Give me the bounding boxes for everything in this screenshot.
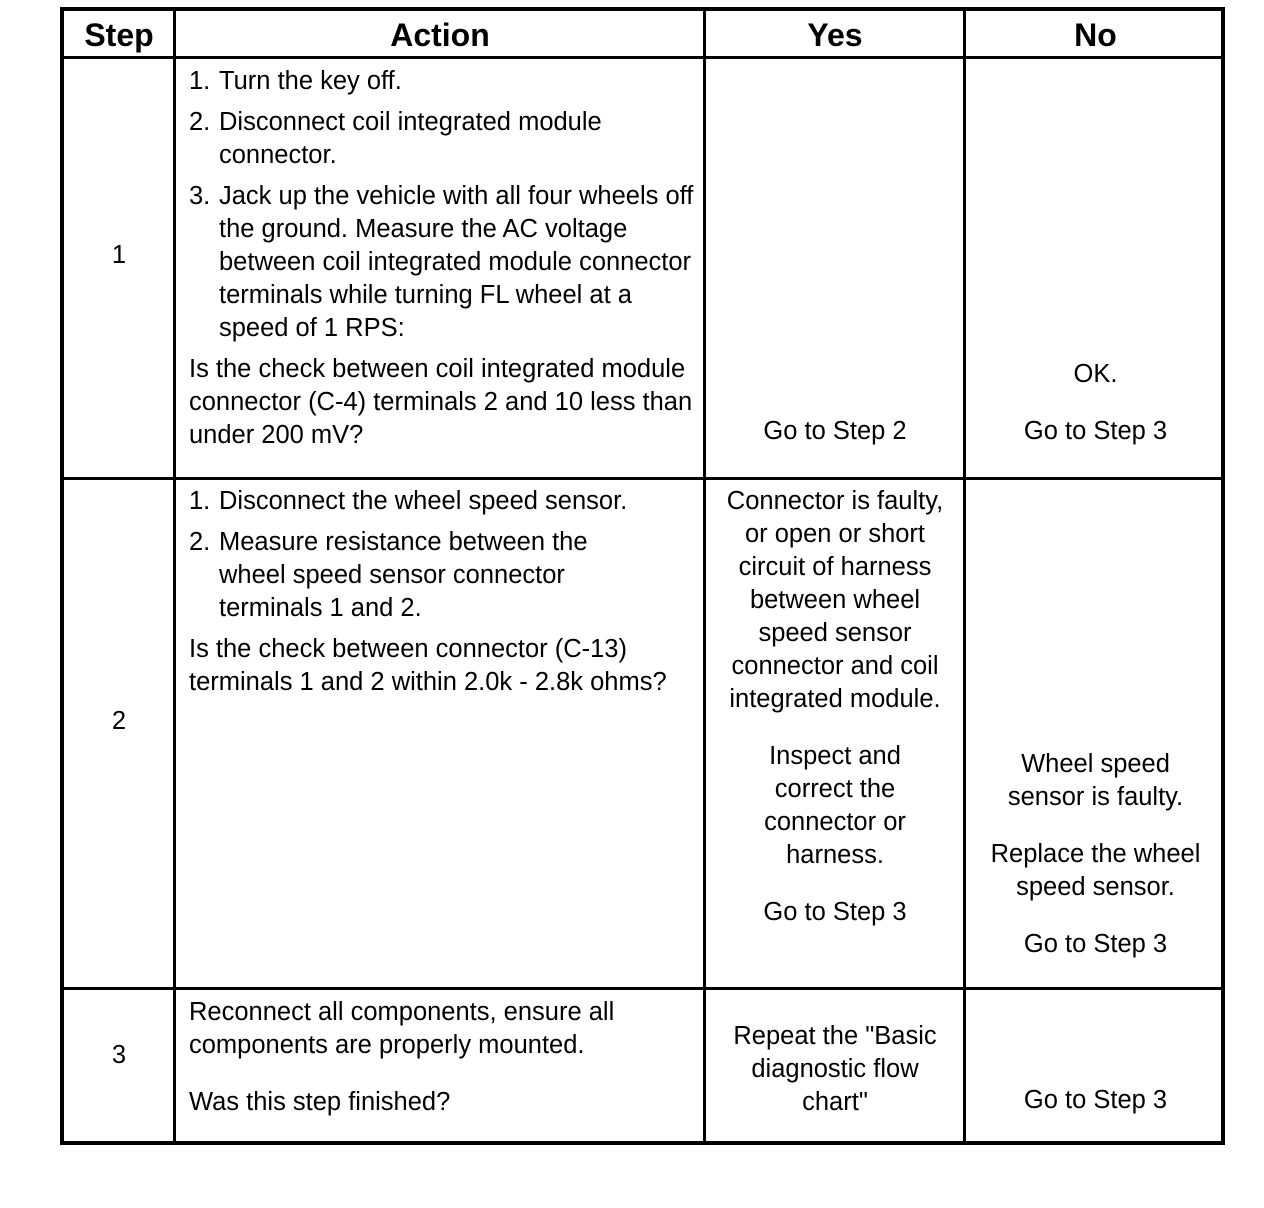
question-text: Is the check between connector (C-13) terminals 1 and 2 within 2.0k - 2.8k ohms? bbox=[189, 635, 667, 696]
action-text: Reconnect all components, ensure all components are properly mounted. bbox=[189, 998, 615, 1059]
yes-result: Repeat the "Basic diagnostic flow chart" bbox=[733, 1022, 937, 1116]
yes-diagnosis: Connector is faulty, or open or short circuit of harness between wheel speed sensor connector and coil integrated module. bbox=[726, 487, 944, 713]
yes-result: Go to Step 3 bbox=[763, 898, 907, 926]
header-no: No bbox=[1074, 17, 1117, 53]
yes-cell bbox=[716, 1020, 954, 1119]
yes-result: Go to Step 2 bbox=[763, 417, 907, 445]
column-divider bbox=[963, 11, 966, 1141]
no-result: Go to Step 3 bbox=[1023, 930, 1168, 958]
no-cell bbox=[971, 748, 1220, 961]
no-diagnosis: Wheel speed sensor is faulty. bbox=[1007, 750, 1184, 811]
no-result: Go to Step 3 bbox=[1023, 1086, 1168, 1114]
row-divider bbox=[64, 477, 1221, 480]
column-divider bbox=[173, 11, 176, 1141]
no-result-status: OK. bbox=[1073, 360, 1118, 388]
header-action: Action bbox=[390, 17, 490, 53]
yes-cell bbox=[716, 485, 954, 929]
question-text: Was this step finished? bbox=[189, 1088, 451, 1116]
list-item: 1. Turn the key off. bbox=[189, 67, 402, 95]
step-number: 2 bbox=[111, 707, 127, 735]
diagnostic-table bbox=[60, 7, 1225, 1145]
no-result: Go to Step 3 bbox=[1023, 417, 1168, 445]
header-step: Step bbox=[84, 17, 154, 53]
header-yes: Yes bbox=[807, 17, 863, 53]
no-remedy: Replace the wheel speed sensor. bbox=[990, 840, 1201, 901]
list-item: 2. Disconnect coil integrated module connector. bbox=[189, 108, 602, 169]
question-text: Is the check between coil integrated module connector (C-4) terminals 2 and 10 less than under 200 mV? bbox=[189, 355, 693, 449]
action-cell bbox=[189, 485, 704, 699]
yes-remedy: Inspect and correct the connector or harness. bbox=[764, 742, 906, 869]
list-item: 3. Jack up the vehicle with all four wheels off the ground. Measure the AC voltage between coil integrated module connector terminals while turning FL wheel at a speed of 1 RPS: bbox=[189, 182, 694, 342]
list-item: 1. Disconnect the wheel speed sensor. bbox=[189, 487, 628, 515]
step-number: 3 bbox=[111, 1041, 127, 1069]
row-divider bbox=[64, 987, 1221, 990]
list-item: 2. Measure resistance between the wheel speed sensor connector terminals 1 and 2. bbox=[189, 528, 588, 622]
action-cell bbox=[189, 996, 689, 1119]
step-number: 1 bbox=[111, 241, 127, 269]
action-cell bbox=[189, 65, 704, 452]
